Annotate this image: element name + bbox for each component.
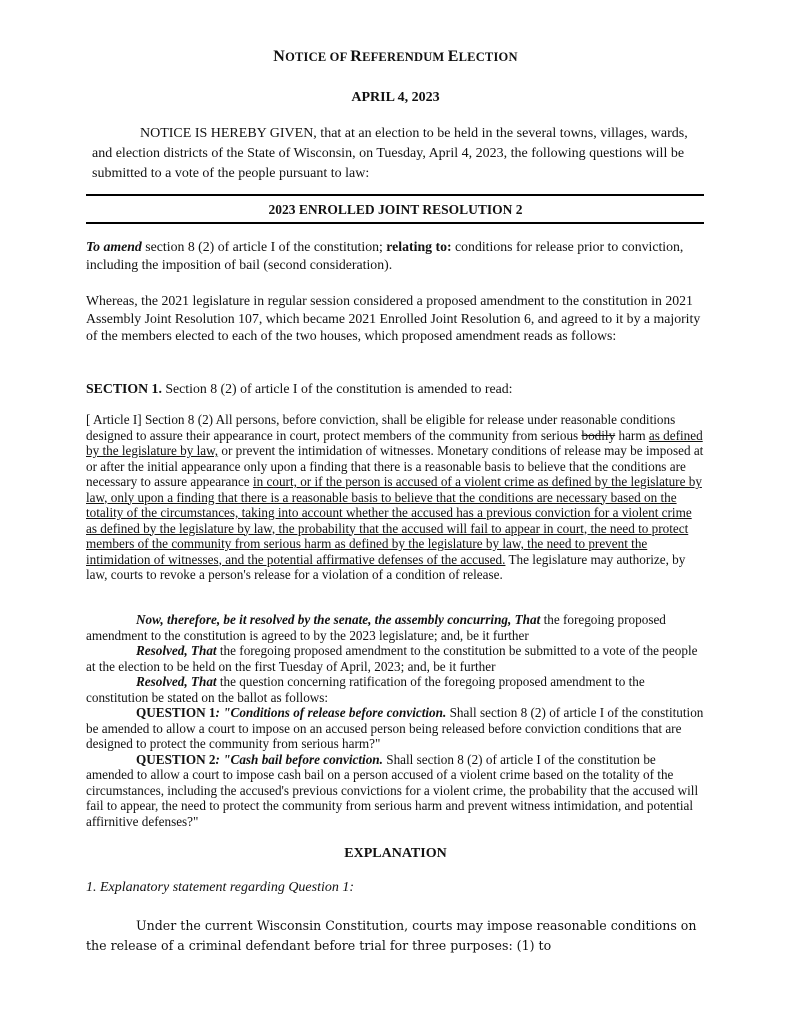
resolved-1-paragraph: Resolved, That the foregoing proposed amendment to the constitution be submitted to a vote of the people at the election to be held on the first Tuesday of April, 2023; and, be it further <box>86 643 698 674</box>
page-title: NOTICE OF REFERENDUM ELECTION <box>273 48 518 65</box>
bottom-rule-divider <box>86 222 704 224</box>
section-1-heading: SECTION 1. Section 8 (2) of article I of the constitution is amended to read: <box>86 381 513 396</box>
to-amend-label: To amend <box>86 239 142 254</box>
explanation-heading: EXPLANATION <box>344 846 447 861</box>
question-1-explanation-heading: 1. Explanatory statement regarding Question 1: <box>86 880 355 895</box>
now-therefore-paragraph: Now, therefore, be it resolved by the senate, the assembly concurring, That the foregoing proposed amendment to the constitution is agreed to by the 2023 legislature; and, be it further <box>86 612 666 643</box>
election-date: APRIL 4, 2023 <box>351 90 440 105</box>
article-text: [ Article I] Section 8 (2) All persons, before conviction, shall be eligible for release under reasonable conditions designed to assure their appearance in court, protect members of the community from serious bodily harm as defined by the legislature by law, or prevent the intimidation of witnesses. Monetary conditions of release may be imposed at or after the initial appearance only upon a finding that there is a reasonable basis to believe that the conditions are necessary to assure appearance in court, or if the person is accused of a violent crime as defined by the legislature by law, only upon a finding that there is a reasonable basis to believe that the conditions are necessary based on the totality of the circumstances, taking into account whether the accused has a previous conviction for a violent crime as defined by the legislature by law, the probability that the accused will fail to appear in court, the need to protect members of the community from serious harm as defined by the legislature by law, the need to prevent the intimidation of witnesses, and the potential affirmative defenses of the accused. The legislature may authorize, by law, courts to revoke a person's release for a violation of a condition of release. <box>86 412 704 582</box>
top-rule-divider <box>86 194 704 196</box>
inserted-text: as defined by the legislature by law, <box>86 427 703 458</box>
explanation-paragraph: Under the current Wisconsin Constitution, courts may impose reasonable conditions on the release of a criminal defendant before trial for three purposes: (1) to <box>86 918 697 953</box>
resolved-block <box>86 612 704 829</box>
question-2-paragraph: QUESTION 2: "Cash bail before conviction. Shall section 8 (2) of article I of the constitution be amended to allow a court to impose cash bail on a person accused of a violent crime based on the totality of the circumstances, including the accused's previous convictions for a violent crime, the probability that the accused will fail to appear, the need to protect the community from serious harm and prevent witness intimidation, and potential affirnitive defenses?" <box>86 751 699 829</box>
notice-paragraph: NOTICE IS HEREBY GIVEN, that at an election to be held in the several towns, villages, wards, and election districts of the State of Wisconsin, on Tuesday, April 4, 2023, the following questions will be submitted to a vote of the people pursuant to law: <box>92 126 688 181</box>
resolved-2-paragraph: Resolved, That the question concerning ratification of the foregoing proposed amendment to the constitution be stated on the ballot as follows: <box>86 674 645 705</box>
to-amend-paragraph: To amend section 8 (2) of article I of the constitution; relating to: conditions for release prior to conviction, including the imposition of bail (second consideration). <box>86 239 684 272</box>
struck-text: bodily <box>581 427 616 443</box>
relating-label: relating to: <box>386 239 452 254</box>
inserted-text: in court, or if the person is accused of a violent crime as defined by the legislature by law, only upon a finding that there is a reasonable basis to believe that the conditions are necessary based on the totality of the circumstances, taking into account whether the accused has a previous conviction for a violent crime as defined by the legislature by law, the probability that the accused will fail to appear in court, the need to protect members of the community from serious harm as defined by the legislature by law, the need to prevent the intimidation of witnesses, and the potential affirmative defenses of the accused. <box>86 474 702 567</box>
resolution-title: 2023 ENROLLED JOINT RESOLUTION 2 <box>268 202 523 217</box>
whereas-paragraph: Whereas, the 2021 legislature in regular session considered a proposed amendment to the constitution in 2021 Assembly Joint Resolution 107, which became 2021 Enrolled Joint Resolution 6, and agreed to it by a majority of the members elected to each of the two houses, which proposed amendment reads as follows: <box>86 293 701 343</box>
question-1-paragraph: QUESTION 1: "Conditions of release before conviction. Shall section 8 (2) of article I of the constitution be amended to allow a court to impose on an accused person being released before conviction conditions that are designed to protect the community from serious harm?" <box>86 705 704 751</box>
